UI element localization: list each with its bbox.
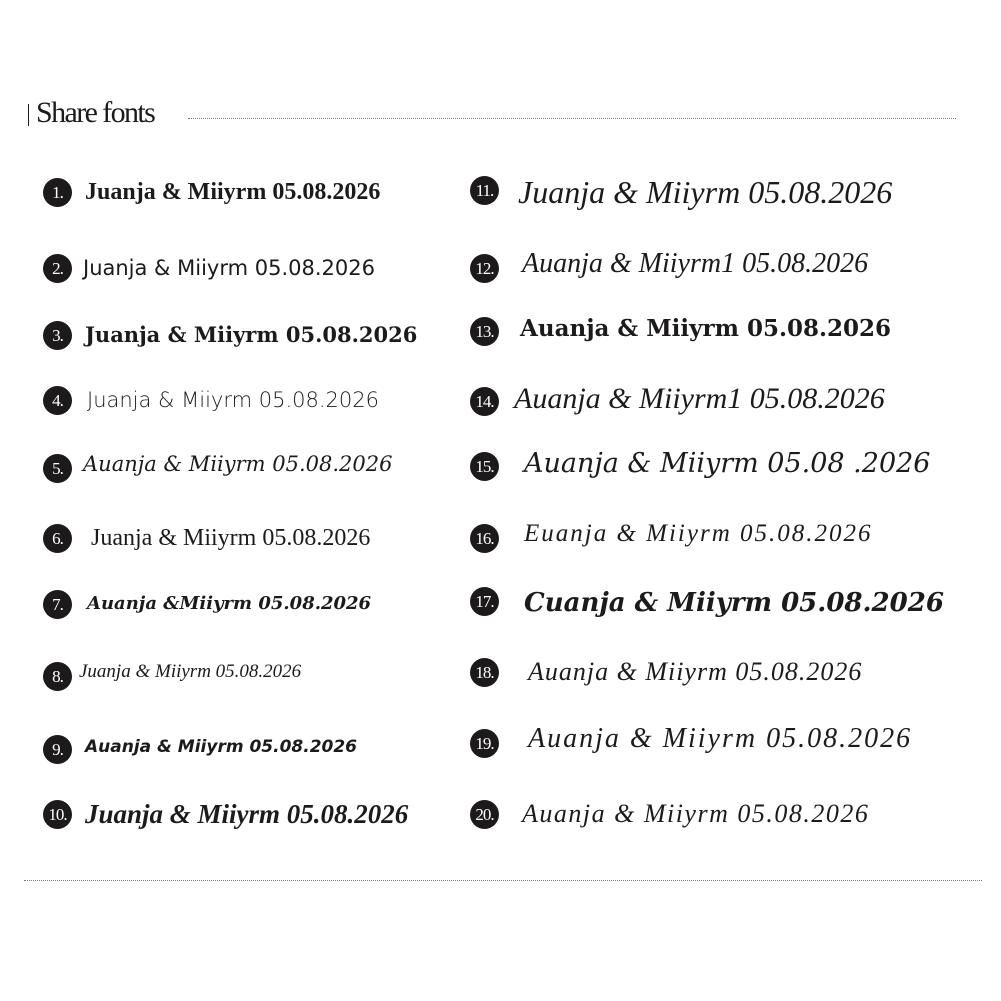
- font-sample-10: [43, 796, 463, 832]
- font-sample-19: [470, 725, 980, 761]
- font-sample-text: Cuanja & Miiyrm 05.08.2026: [524, 588, 944, 618]
- number-badge: 7.: [43, 590, 72, 619]
- font-sample-15: [470, 448, 980, 484]
- number-badge: 10.: [43, 800, 72, 829]
- number-badge: 16.: [470, 524, 499, 553]
- number-badge: 4.: [43, 386, 72, 415]
- font-sample-text: Juanja & Miiyrm 05.08.2026: [79, 661, 302, 682]
- font-sample-14: [470, 383, 980, 419]
- font-sample-text: Auanja & Miiyrm 05.08.2026: [528, 723, 913, 754]
- font-sample-7: [43, 586, 463, 622]
- font-sample-text: Juanja & Miiyrm 05.08.2026: [85, 322, 418, 347]
- font-sample-text: Juanja & Miiyrm 05.08.2026: [518, 174, 893, 210]
- font-sample-text: Auanja & Miiyrm1 05.08.2026: [522, 248, 869, 279]
- page-title: Share fonts: [36, 96, 155, 129]
- header-dotted-divider: [188, 118, 956, 119]
- number-badge: 9.: [43, 735, 72, 764]
- font-sample-text: Auanja & Miiyrm1 05.08.2026: [514, 382, 885, 415]
- font-sample-text: Auanja & Miiyrm 05.08.2026: [520, 315, 891, 342]
- number-badge: 1.: [43, 178, 72, 207]
- font-sample-11: [470, 172, 980, 208]
- number-badge: 17.: [470, 587, 499, 616]
- number-badge: 15.: [470, 452, 499, 481]
- font-sample-text: Juanja & Miiyrm 05.08.2026: [91, 525, 371, 551]
- number-badge: 2.: [43, 254, 72, 283]
- font-sample-12: [470, 250, 980, 286]
- font-sample-16: [470, 520, 980, 556]
- number-badge: 14.: [470, 387, 499, 416]
- font-sample-1: [43, 174, 463, 210]
- font-sample-text: Juanja & Miiyrm 05.08.2026: [85, 799, 409, 829]
- section-header: [28, 96, 956, 136]
- number-badge: 6.: [43, 524, 72, 553]
- font-sample-2: [43, 250, 463, 286]
- font-sample-text: Auanja & Miiyrm 05.08.2026: [528, 657, 863, 686]
- font-sample-3: [43, 317, 463, 353]
- bottom-dotted-divider: [24, 880, 982, 881]
- number-badge: 20.: [470, 800, 499, 829]
- font-sample-8: [43, 658, 463, 694]
- number-badge: 3.: [43, 321, 72, 350]
- font-sample-17: [470, 583, 980, 619]
- number-badge: 5.: [43, 454, 72, 483]
- header-accent-bar: [28, 104, 29, 126]
- font-sample-text: Euanja & Miiyrm 05.08.2026: [524, 520, 873, 547]
- font-sample-4: [43, 382, 463, 418]
- font-sample-text: Auanja & Miiyrm 05.08.2026: [85, 737, 358, 757]
- number-badge: 13.: [470, 317, 499, 346]
- font-sample-20: [470, 796, 980, 832]
- number-badge: 19.: [470, 729, 499, 758]
- font-sample-text: Juanja & Miiyrm 05.08.2026: [85, 179, 381, 205]
- font-sample-9: [43, 731, 463, 767]
- number-badge: 12.: [470, 254, 499, 283]
- font-sample-13: [470, 313, 980, 349]
- font-sample-text: Auanja & Miiyrm 05.08.2026: [522, 799, 870, 828]
- font-sample-text: Auanja & Miiyrm 05.08 .2026: [524, 448, 931, 479]
- font-sample-text: Auanja & Miiyrm 05.08.2026: [83, 452, 393, 476]
- number-badge: 11.: [470, 176, 499, 205]
- font-sample-text: Auanja &Miiyrm 05.08.2026: [87, 593, 372, 614]
- number-badge: 8.: [43, 662, 72, 691]
- font-sample-18: [470, 654, 980, 690]
- font-sample-text: Juanja & Miiyrm 05.08.2026: [87, 388, 379, 412]
- font-sample-5: [43, 450, 463, 486]
- font-sample-6: [43, 520, 463, 556]
- number-badge: 18.: [470, 658, 499, 687]
- font-sample-text: Juanja & Miiyrm 05.08.2026: [83, 256, 375, 280]
